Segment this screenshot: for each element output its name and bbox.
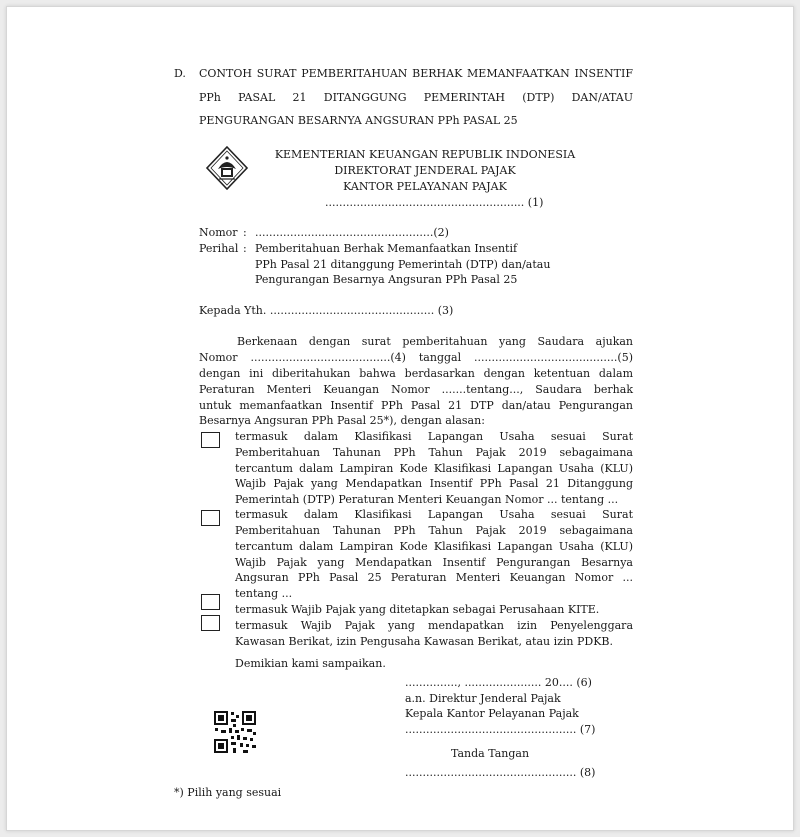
option-2-line-2: Pemberitahuan Tahunan PPh Tahun Pajak 2019 sebagaimana — [235, 524, 633, 537]
perihal-line-1: Pemberitahuan Berhak Memanfaatkan Insentif — [255, 242, 518, 255]
section-title-line-3: PENGURANGAN BESARNYA ANGSURAN PPh PASAL 25 — [199, 114, 518, 127]
intro-line-4: Peraturan Menteri Keuangan Nomor .......tentang..., Saudara berhak — [199, 383, 633, 396]
nomor-colon: : — [243, 226, 247, 239]
option-2-line-3: tercantum dalam Lampiran Kode Klasifikasi Lapangan Usaha (KLU) — [235, 540, 633, 553]
signature-sign-label: Tanda Tangan — [451, 747, 530, 760]
signature-position: Kepala Kantor Pelayanan Pajak — [405, 707, 579, 720]
option-3-checkbox[interactable] — [201, 594, 220, 610]
option-2-line-4: Wajib Pajak yang Mendapatkan Insentif Pengurangan Besarnya — [235, 556, 633, 569]
option-2-line-1: termasuk dalam Klasifikasi Lapangan Usaha sesuai Surat — [235, 508, 633, 521]
section-title-line-1: CONTOH SURAT PEMBERITAHUAN BERHAK MEMANFAATKAN INSENTIF — [199, 67, 633, 80]
document-page — [6, 6, 794, 831]
intro-line-5: untuk memanfaatkan Insentif PPh Pasal 21 DTP dan/atau Pengurangan — [199, 399, 633, 412]
signature-name-line: ................................................. (8) — [405, 766, 596, 779]
intro-line-6: Besarnya Angsuran PPh Pasal 25*), dengan alasan: — [199, 414, 485, 427]
option-1-checkbox[interactable] — [201, 432, 220, 448]
letterhead-directorate: DIREKTORAT JENDERAL PAJAK — [334, 164, 516, 177]
option-2-line-5: Angsuran PPh Pasal 25 Peraturan Menteri Keuangan Nomor ... — [235, 571, 633, 584]
section-title-line-2: PPh PASAL 21 DITANGGUNG PEMERINTAH (DTP) DAN/ATAU — [199, 91, 633, 104]
option-2-line-6: tentang ... — [235, 587, 293, 600]
option-4-line-1: termasuk Wajib Pajak yang mendapatkan izin Penyelenggara — [235, 619, 633, 632]
signature-office-line: ................................................. (7) — [405, 723, 596, 736]
perihal-line-3: Pengurangan Besarnya Angsuran PPh Pasal 25 — [255, 273, 518, 286]
intro-line-2: Nomor ........................................(4) tanggal .........................................(5) — [199, 351, 633, 364]
ministry-emblem-icon — [205, 146, 249, 190]
option-1-line-4: Wajib Pajak yang Mendapatkan Insentif PPh Pasal 21 Ditanggung — [235, 477, 633, 490]
intro-line-3: dengan ini diberitahukan bahwa berdasarkan dengan ketentuan dalam — [199, 367, 633, 380]
perihal-label: Perihal — [199, 242, 239, 255]
option-1-line-3: tercantum dalam Lampiran Kode Klasifikasi Lapangan Usaha (KLU) — [235, 462, 633, 475]
footnote: *) Pilih yang sesuai — [174, 786, 282, 799]
option-1-line-1: termasuk dalam Klasifikasi Lapangan Usaha sesuai Surat — [235, 430, 633, 443]
letterhead-office-name: ......................................................... (1) — [325, 196, 544, 209]
section-letter: D. — [174, 67, 186, 80]
closing-line: Demikian kami sampaikan. — [235, 657, 386, 670]
signature-date-line: ..............., ...................... 20.... (6) — [405, 676, 592, 689]
recipient-line: Kepada Yth. ............................................... (3) — [199, 304, 454, 317]
nomor-value: ...................................................(2) — [255, 226, 449, 239]
intro-line-1: Berkenaan dengan surat pemberitahuan yang Saudara ajukan — [237, 335, 633, 348]
letterhead-office: KANTOR PELAYANAN PAJAK — [343, 180, 507, 193]
perihal-colon: : — [243, 242, 247, 255]
option-1-line-2: Pemberitahuan Tahunan PPh Tahun Pajak 2019 sebagaimana — [235, 446, 633, 459]
qr-code-icon — [213, 710, 257, 754]
perihal-line-2: PPh Pasal 21 ditanggung Pemerintah (DTP) dan/atau — [255, 258, 551, 271]
option-1-line-5: Pemerintah (DTP) Peraturan Menteri Keuangan Nomor ... tentang ... — [235, 493, 619, 506]
option-2-checkbox[interactable] — [201, 510, 220, 526]
option-4-checkbox[interactable] — [201, 615, 220, 631]
signature-on-behalf: a.n. Direktur Jenderal Pajak — [405, 692, 561, 705]
letterhead-ministry: KEMENTERIAN KEUANGAN REPUBLIK INDONESIA — [274, 148, 576, 161]
option-4-line-2: Kawasan Berikat, izin Pengusaha Kawasan Berikat, atau izin PDKB. — [235, 635, 614, 648]
nomor-label: Nomor — [199, 226, 238, 239]
option-3-line-1: termasuk Wajib Pajak yang ditetapkan sebagai Perusahaan KITE. — [235, 603, 600, 616]
